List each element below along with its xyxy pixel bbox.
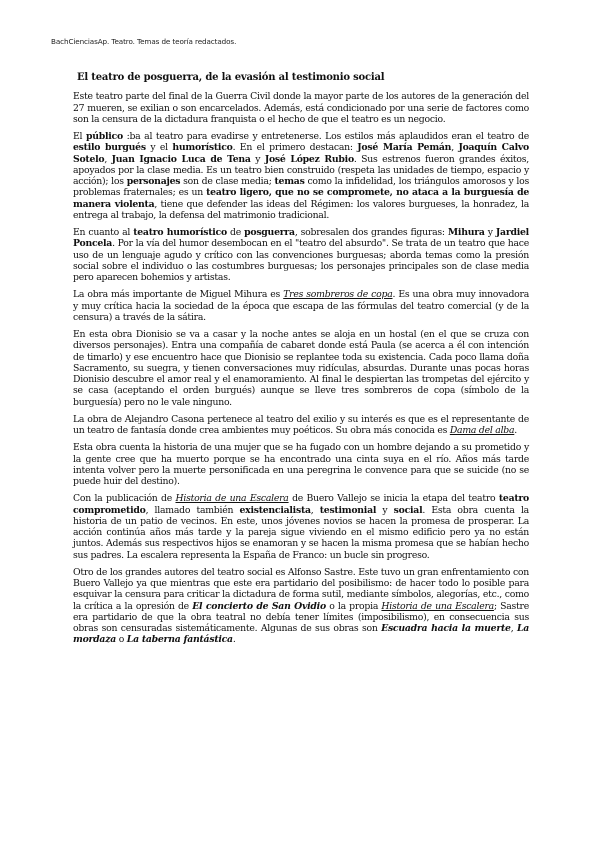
paragraph-public: El público :ba al teatro para evadirse y entretenerse. Los estilos más aplaudidos eran el teatro de estilo burgués y el humorístico. En el primero destacan: José María Pemán, Joaquín Calvo Sotelo, Juan Ignacio Luca de Tena y José López Rubio. Sus estrenos fueron grandes éxitos, apoyados por la clase media. Es un teatro bien construido (respeta las unidades de tiempo, espacio y acción); los personajes son de clase media; temas como la infidelidad, los triángulos amorosos y los problemas fraternales; es un teatro ligero, que no se compromete, no ataca a la burguesía de manera violenta, tiene que defender las ideas del Régimen: los valores burgueses, la honradez, la entrega al trabajo, la defensa del matrimonio tradicional. [73, 131, 530, 221]
work-title-link: Dama del alba [449, 425, 515, 436]
paragraph-dionisio: En esta obra Dionisio se va a casar y la noche antes se aloja en un hostal (en el que se cruza con diversos personajes). Entra una compañía de cabaret donde está Paula (se acerca a él con intención de timarlo) y ese encuentro hace que Dionisio se replantee toda su existencia. Cada poco llama doña Sacramento, su suegra, y tienen conversaciones muy ridículas, absurdas. Durante unas pocas horas Dionisio descubre el amor real y el enamoramiento. Al final le despiertan las trompetas del ejército y se casa (aceptando el orden burgués) aunque se lleve tres sombreros de copa (símbolo de la burguesía) pero no le vale ninguno. [73, 329, 529, 408]
paragraph-intro: Este teatro parte del final de la Guerra Civil donde la mayor parte de los autores de la generación del 27 mueren, se exilian o son encarcelados. Además, está condicionado por una serie de factores como son la censura de la dictadura franquista o el hecho de que el teatro es un negocio. [73, 91, 529, 125]
work-title: La taberna fantástica [126, 634, 233, 646]
paragraph-mihura: La obra más importante de Miguel Mihura es Tres sombreros de copa. Es una obra muy innovadora y muy crítica hacia la sociedad de la época que escapa de las fórmulas del teatro comercial (y de la censura) a través de la sátira. [73, 289, 529, 323]
work-title-link: Historia de una Escalera [381, 600, 494, 612]
work-title-link: Historia de una Escalera [175, 493, 289, 505]
work-title: El concierto de San Ovidio [192, 600, 326, 612]
paragraph-buero: Con la publicación de Historia de una Escalera de Buero Vallejo se inicia la etapa del teatro teatro comprometido, llamado también existencialista, testimonial y social. Esta obra cuenta la historia de un patio de vecinos. En este, unos jóvenes novios se hacen la promesa de prosperar. La acción continúa años más tarde y la pareja sigue viviendo en el mismo edificio pero ya no están juntos. Además sus respectivos hijos se enamoran y se hacen la misma promesa que se habían hecho sus padres. La escalera representa la España de Franco: un bucle sin progreso. [73, 493, 529, 561]
work-title: La mordaza [73, 623, 529, 646]
paragraph-casona: La obra de Alejandro Casona pertenece al teatro del exilio y su interés es que es el representante de un teatro de fantasía donde crea ambientes muy poéticos. Su obra más conocida es Dama del alba. [73, 413, 529, 436]
work-title: Escuadra hacia la muerte [381, 623, 511, 634]
page-header: BachCienciasAp. Teatro. Temas de teoría redactados. [51, 37, 237, 46]
paragraph-dama: Esta obra cuenta la historia de una mujer que se ha fugado con un hombre dejando a su prometido y la gente cree que ha muerto porque se ha encontrado una cinta suya en el río. Años más tarde intenta volver pero la muerte personificada en una peregrina le convence para que se suicide (no se puede huir del destino). [73, 442, 529, 487]
paragraph-humor: En cuanto al teatro humorístico de posguerra, sobresalen dos grandes figuras: Mihura y Jardiel Poncela. Por la vía del humor desembocan en el "teatro del absurdo". Se trata de un teatro que hace uso de un lenguaje agudo y crítico con las convenciones burguesas; aborda temas como la presión social sobre el individuo o las costumbres burguesas; los personajes principales son de clase media pero aparecen bohemios y artistas. [73, 227, 529, 283]
document-title: El teatro de posguerra, de la evasión al testimonio social [77, 72, 385, 83]
work-title-link: Tres sombreros de copa [283, 289, 393, 301]
paragraph-sastre: Otro de los grandes autores del teatro social es Alfonso Sastre. Este tuvo un gran enfrentamiento con Buero Vallejo ya que mientras que este era partidario del posibilismo: de hacer todo lo posible para esquivar la censura para criticar la dictadura de forma sutil, mediante símbolos, alegorías, etc., como la crítica a la opresión de El concierto de San Ovidio o la propia Historia de una Escalera; Sastre era partidario de que la obra teatral no debía tener límites (imposibilismo), en consecuencia sus obras son censuradas sistemáticamente. Algunas de sus obras son Escuadra hacia la muerte, La mordaza o La taberna fantástica. [73, 566, 529, 646]
document-body [73, 72, 529, 652]
